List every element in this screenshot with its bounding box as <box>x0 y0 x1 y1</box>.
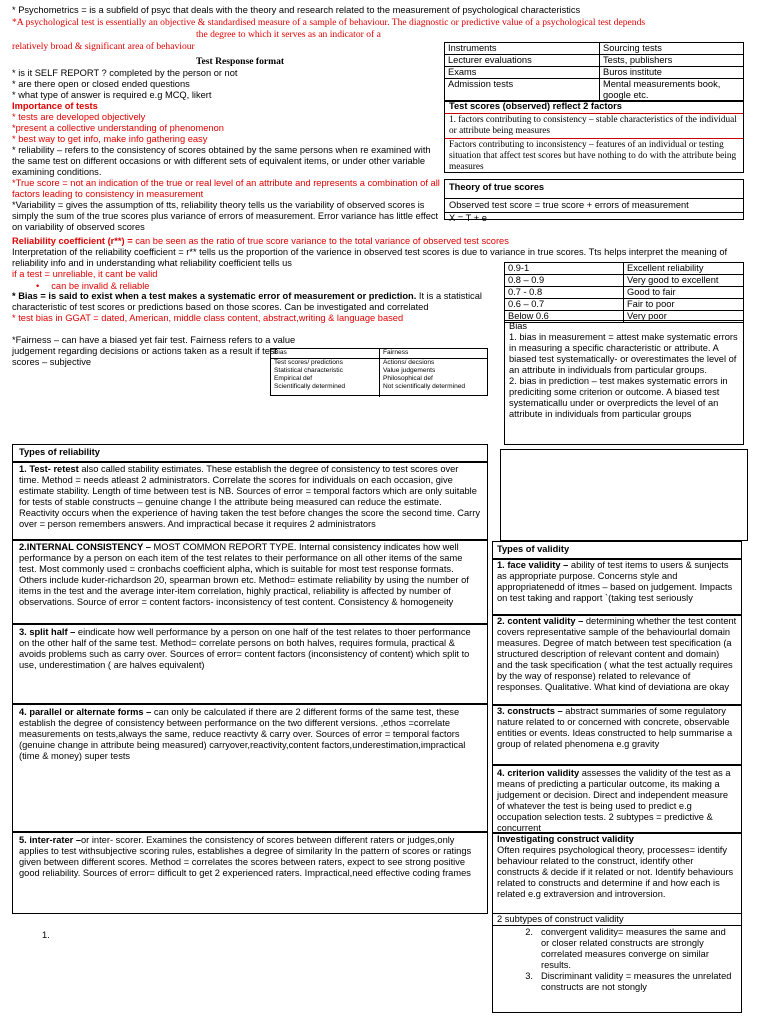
criterion-validity-label: 4. criterion validity <box>497 768 580 778</box>
sources-table <box>444 42 744 102</box>
intro-psych-test: *A psychological test is essentially an objective & standardised measure of a sample of behaviour. The diagnostic or predictive value of a psychological test depends <box>12 17 646 28</box>
bias-definition: It is a statistical characteristic of test scores or predictions based on those scores. Can be investigated and correlated <box>12 291 482 312</box>
bias-column-header: Bias <box>271 349 380 358</box>
inconsistency-factor: Factors contributing to inconsistency – features of an individual or testing situation that affect test scores but have nothing to do with the attribute being measures <box>449 140 737 172</box>
bias-item: Scientifically determined <box>274 383 346 390</box>
true-score-definition: *True score = not an indication of the true or real level of an attribute and represents a combination of all factors leading to consistency in measurement <box>12 178 440 199</box>
fairness-item: Value judgements <box>383 367 436 374</box>
reliability-range-cell: Below 0.6 <box>505 311 624 323</box>
bias-box-heading: Bias <box>509 321 528 331</box>
reliability-range-row <box>505 299 744 311</box>
criterion-validity-text: assesses the validity of the test as a means of predicting a particular outcome, its making a judgement or decision. Direct and independent measure of whatever the test is being used to predict e.g occupation selection tests. 2 subtypes = predictive & concurrent <box>497 768 731 833</box>
content-validity-block <box>492 615 742 705</box>
content-validity-text: determining whether the test content covers representative sample of the behaviourlal domain measures. Degree of match between test specification (a structured description of relevant content and domain) and the task specification ( what the test actually requires by the way of response) related to relevance of responses. Qualitative. What kind of deviationa are okay <box>497 616 737 692</box>
sources-table-cell: Admission tests <box>445 79 600 102</box>
construct-subtypes-label: 2 subtypes of construct validity <box>493 914 741 926</box>
reliability-coef-definition: can be seen as the ratio of true score variance to the total variance of observed test scores <box>132 236 509 246</box>
sources-table-cell: Sourcing tests <box>600 43 744 55</box>
face-validity-text: ability of test items to users & sunjects as appropriate purpose. Concerns style and appropriatenedd of itmes – based on judgement. Impacts on test taking and rapport `(taking test seriously <box>497 560 733 603</box>
convergent-validity-item: 2. convergent validity= measures the same and or closer related constructs are strongly correlated measures converge on similar results. <box>493 926 741 971</box>
reliability-range-cell: 0.6 – 0.7 <box>505 299 624 311</box>
types-reliability-heading: Types of reliability <box>12 444 488 462</box>
reliability-range-cell: 0.9-1 <box>505 263 624 275</box>
sources-table-cell: Tests, publishers <box>600 55 744 67</box>
fairness-item: Philosophical def <box>383 375 433 382</box>
reliability-range-row <box>505 275 744 287</box>
test-scores-heading: Test scores (observed) reflect 2 factors <box>445 101 743 114</box>
invalid-reliable-bullet: • can be invalid & reliable <box>36 281 150 291</box>
parallel-forms-label: 4. parallel or alternate forms – <box>19 707 152 717</box>
empty-box <box>500 449 748 541</box>
reliability-range-cell: Excellent reliability <box>624 263 744 275</box>
inter-rater-text: or inter- scorer. Examines the consistency of scores between different raters or judges,only applies to test withsubjective scoring rules, establishes a degree of similarity In the pattern of scores or ratings given between different scores. Method = correlates the scores between raters, expect to see strong positive good reliability. Sources of error= difficult to get 2 experienced raters. Impractical,need effective coding frames <box>19 835 472 878</box>
criterion-validity-block <box>492 765 742 833</box>
intro-psych-test-cont2: relatively broad & significant area of behaviour <box>12 41 195 52</box>
inter-rater-label: 5. inter-rater – <box>19 835 82 845</box>
internal-consistency-block <box>12 540 488 624</box>
format-item-1: * is it SELF REPORT ? completed by the person or not <box>12 68 238 78</box>
fairness-column-header: Fairness <box>383 349 409 356</box>
content-validity-label: 2. content validity – <box>497 616 584 626</box>
consistency-factor: 1. factors contributing to consistency – stable characteristics of the individual or attribute being measures <box>445 114 743 139</box>
bias-item: Empirical def <box>274 375 313 382</box>
test-retest-block <box>12 462 488 540</box>
format-item-3: * what type of answer is required e.g MCQ, likert <box>12 90 212 100</box>
bias-definition-label: * Bias = is said to exist when a test makes a systematic error of measurement or prediction. <box>12 291 417 301</box>
reliability-coef-interpretation: Interpretation of the reliability coefficient = r** tells us the proportion of the varience in observed test scores is due to variance in true scores. Tts helps interpret the meaning of reliability info and in understanding what reliability coefficient tells us <box>12 247 728 268</box>
bias-prediction: 2. bias in prediction – test makes systematic errors in prediciting some criterion or outcome. A biased test systematicallu under or overpredicts the level of an attribute in individuals from particular groups <box>509 376 728 419</box>
parallel-forms-block <box>12 704 488 832</box>
discriminant-validity-item: 3. Discriminant validity = measures the unrelated constructs are not stongly <box>493 971 741 993</box>
split-half-label: 3. split half – <box>19 627 76 637</box>
true-scores-heading: Theory of true scores <box>445 180 743 199</box>
intro-psychometrics: * Psychometrics = is a subfield of psyc that deals with the theory and research related to the measurement of psychological characteristics <box>12 5 581 15</box>
list-number: 1. <box>42 930 50 940</box>
test-retest-text: also called stability estimates. These establish the degree of consistency to test scores over time. Method = needs atleast 2 administrators. Correlate the scores for individuals on each occasion, give estimate stability. Length of time between test is NB. Sources of error = temporal factors which are only suitable for tests of stable constructs – genuine change I the attribute being measured can reduce the estimate. Reactivity occurs when the experience of having taken the test before changes the score the second time. Carry over = person remembers answers. And impractical becase it requires 2 administrators <box>19 464 480 529</box>
construct-validity-block <box>492 833 742 1013</box>
format-title: Test Response format <box>196 56 285 67</box>
reliability-ranges-table <box>504 262 744 323</box>
inter-rater-block <box>12 832 488 914</box>
constructs-block <box>492 705 742 765</box>
test-retest-label: 1. Test- retest <box>19 464 79 474</box>
fairness-item: Actions/ decsions <box>383 359 435 366</box>
sources-table-row <box>445 79 744 102</box>
convergent-validity-text: convergent validity= measures the same and or closer related constructs are strongly correlated measures converge on similar results. <box>541 927 726 970</box>
constructs-label: 3. constructs – <box>497 706 563 716</box>
reliability-definition: * reliability – refers to the consistency of scores obtained by the same persons when re examined with the same test on different occasions or with different sets of equivalent items, or under other variable examining conditions. <box>12 145 431 177</box>
importance-item-3: * best way to get info, make info gathering easy <box>12 134 208 144</box>
bias-column <box>271 359 380 397</box>
fairness-column <box>380 359 465 397</box>
bias-measurement: 1. bias in measurement = attest make systematic errors in measuring a specific characteristic or attribute. A biased test systematically- or overestimates the level of an attribute in individuals from particular groups. <box>509 332 738 375</box>
sources-table-cell: Instruments <box>445 43 600 55</box>
bias-item: Statistical characteristic <box>274 367 343 374</box>
face-validity-block <box>492 559 742 615</box>
reliability-coef-heading: Reliability coefficient (r**) = <box>12 236 133 246</box>
importance-item-2: *present a collective understanding of phenomenon <box>12 123 224 133</box>
construct-validity-heading: Investigating construct validity <box>497 834 634 844</box>
true-score-formula: X = T + e <box>449 213 487 223</box>
sources-table-cell: Lecturer evaluations <box>445 55 600 67</box>
bias-fairness-table <box>270 348 488 396</box>
left-column <box>12 68 442 233</box>
true-scores-box <box>444 179 744 223</box>
reliability-range-cell: Very poor <box>624 311 744 323</box>
importance-item-1: * tests are developed objectively <box>12 112 146 122</box>
internal-consistency-text: MOST COMMON REPORT TYPE. Internal consistency indicates how well performance by a person on each item of the test relates to their performance on all other items of the same test. Most commonly used = cronbachs coefficient alpha, which is suitable for most test response formats. Others include kuder-richardson 20, spearman brown etc. Method= estimate reliability by using the number of items in the test and the average inter-item correlation, highly practical, reliability is affected by number of observations. Source of error = content factors- inconsistency of test content. Consistency & homogeneity <box>19 542 469 607</box>
constructs-text: abstract summaries of some regulatory nature related to or concerned with concrete, observable entities or events. Ideas constructed to help summarise a group of related phenomena e.g gravity <box>497 706 733 749</box>
reliability-range-row <box>505 263 744 275</box>
construct-validity-text: Often requires psychological theory, processes= identify behaviour related to the construct, identify other constructs & decide if it related or not. Identify behaviours related to constructs and determine if and how each is related e.g extraversion and introversion. <box>493 845 741 914</box>
sources-table-row <box>445 55 744 67</box>
format-item-2: * are there open or closed ended questions <box>12 79 190 89</box>
fairness-definition: *Fairness – can have a biased yet fair test. Fairness refers to a value judgement regarding decisions or actions taken as a result if test scores – subjective <box>12 335 296 367</box>
reliability-range-cell: Very good to excellent <box>624 275 744 287</box>
reliability-range-cell: 0.8 – 0.9 <box>505 275 624 287</box>
face-validity-label: 1. face validity – <box>497 560 569 570</box>
bias-section <box>12 291 500 324</box>
fairness-item: Not scientifically determined <box>383 383 466 390</box>
sources-table-row <box>445 43 744 55</box>
variability-definition: *Variability = gives the assumption of tts, reliability theory tells us the variability of observed scores is simply the sum of the true scores plus variance of errors of measurement. Error variance has little effect on variability of observed scores <box>12 200 439 232</box>
internal-consistency-label: 2.INTERNAL CONSISTENCY – <box>19 542 151 552</box>
reliability-range-cell: 0.7 - 0.8 <box>505 287 624 299</box>
discriminant-validity-text: Discriminant validity = measures the unrelated constructs are not stongly <box>541 971 732 992</box>
sources-table-row <box>445 67 744 79</box>
unreliable-note: if a test = unreliable, it cant be valid <box>12 269 158 279</box>
sources-table-cell: Exams <box>445 67 600 79</box>
sources-table-cell: Mental measurements book, google etc. <box>600 79 744 102</box>
intro-psych-test-cont: the degree to which it serves as an indicator of a <box>196 29 381 40</box>
types-validity-heading: Types of validity <box>492 541 742 559</box>
bias-item: Test scores/ predictions <box>274 359 343 366</box>
reliability-range-row <box>505 287 744 299</box>
ggat-bias: * test bias in GGAT = dated, American, middle class content, abstract,writing & language based <box>12 313 404 323</box>
importance-title: Importance of tests <box>12 101 98 111</box>
test-scores-box <box>444 100 744 173</box>
sources-table-cell: Buros institute <box>600 67 744 79</box>
split-half-block <box>12 624 488 704</box>
parallel-forms-text: can only be calculated if there are 2 different forms of the same test, these establish the degree of consistency between performance on the two different versions. ,ethos =correlate measurements on tests,always the same, reduce reactivty & carry over. Sources of error = temporal factors (genuine change in attribute being measured) carryover,reactivity,content factors,underestimation,impractical (time & money) super tests <box>19 707 466 761</box>
reliability-range-cell: Good to fair <box>624 287 744 299</box>
bias-box <box>504 320 744 445</box>
split-half-text: eindicate how well performance by a person on one half of the test relates to thoer performance on the other half of the same test. Method= correlate persons on both halves, requires formula, practical & avoids problems such as carry over. Sources of error= content factors (inconsistency of content) which split to use, underestimation ( are halves equivalent) <box>19 627 471 670</box>
true-score-equation: Observed test score = true score + errors of measurement <box>445 199 743 213</box>
reliability-range-cell: Fair to poor <box>624 299 744 311</box>
